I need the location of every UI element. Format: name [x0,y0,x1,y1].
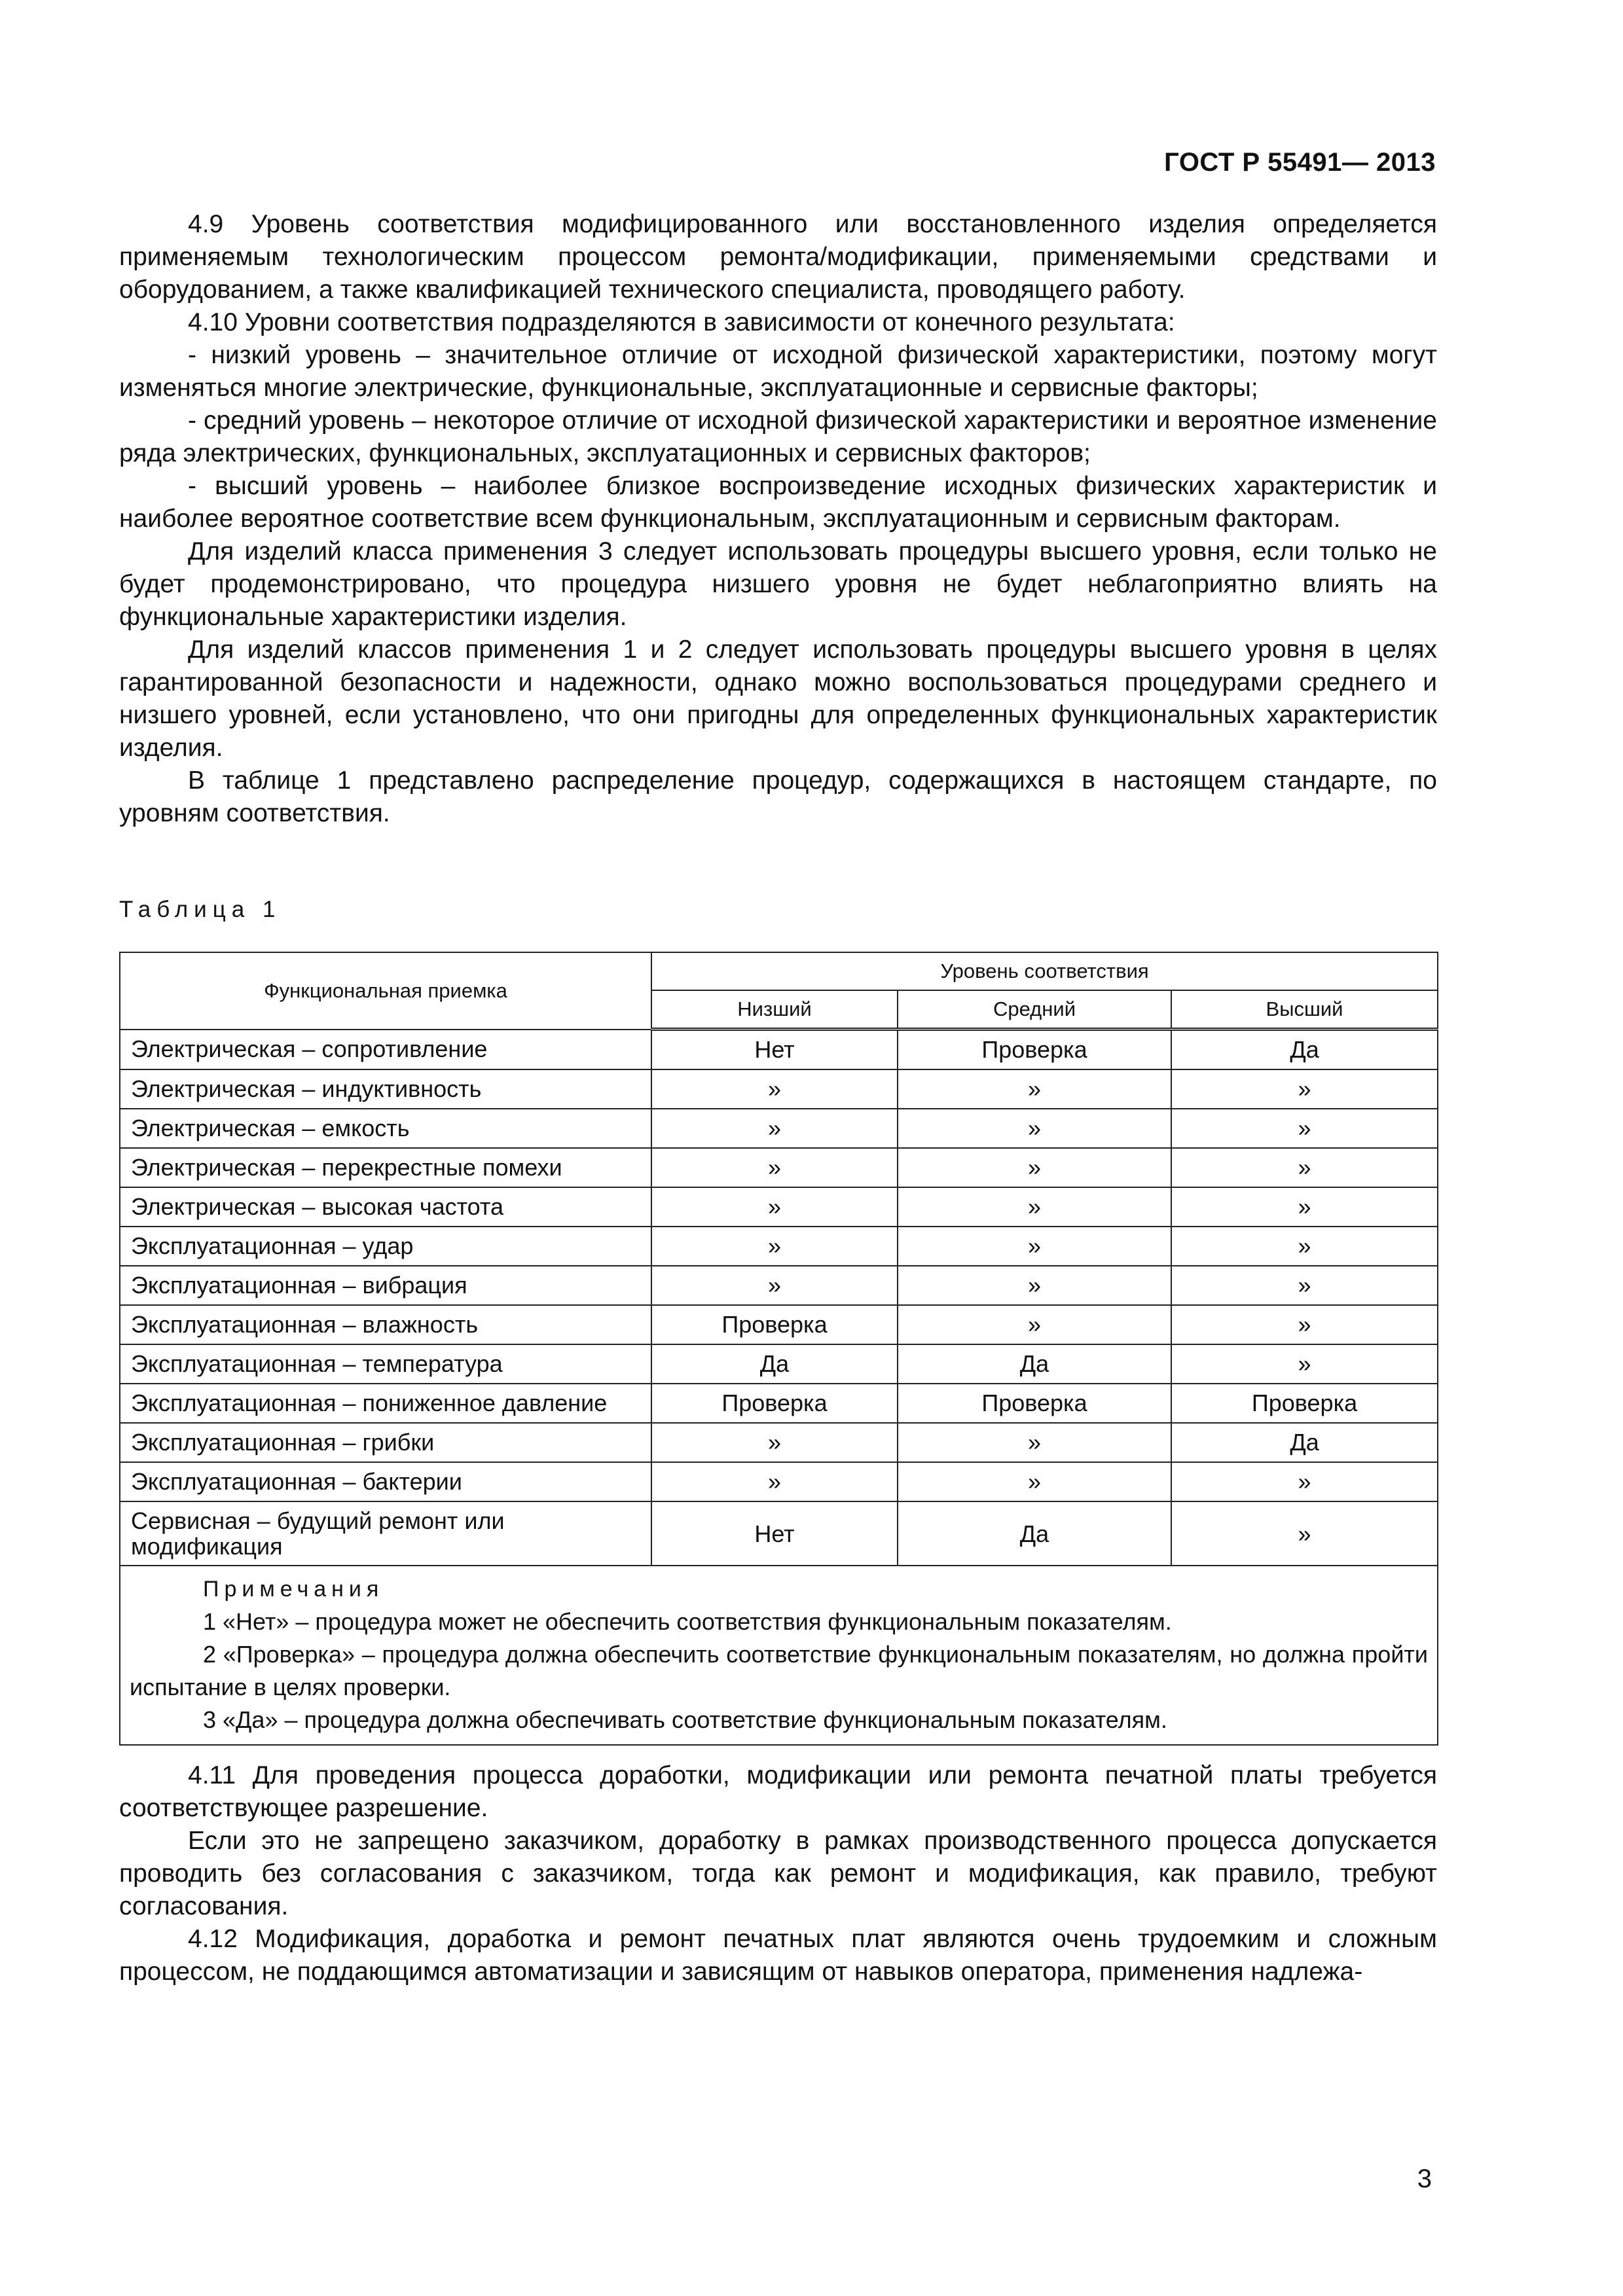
cell-medium: » [898,1187,1171,1227]
table-row [120,1462,1438,1501]
paragraph-table-intro: В таблице 1 представлено распределение процедур, содержащихся в настоящем стандарте, по уровням соответствия. [119,766,1437,827]
body-text-top [119,208,1437,830]
paragraph-4-12: 4.12 Модификация, доработка и ремонт печатных плат являются очень трудоемким и сложным процессом, не поддающимся автоматизации и зависящим от навыков оператора, применения надлежа- [119,1925,1437,1986]
table-row [120,1344,1438,1384]
header-level-medium: Средний [898,990,1171,1030]
cell-medium: » [898,1148,1171,1187]
cell-high: Проверка [1171,1384,1438,1423]
note-1: 1 «Нет» – процедура может не обеспечить соответствия функциональным показателям. [203,1608,1172,1635]
header-compliance-level: Уровень соответствия [651,952,1438,990]
cell-medium: » [898,1227,1171,1266]
row-name: Электрическая – индуктивность [120,1069,651,1109]
row-name: Эксплуатационная – удар [120,1227,651,1266]
document-code-header: ГОСТ Р 55491— 2013 [1164,148,1436,177]
table-row [120,1187,1438,1227]
cell-low: » [651,1109,898,1148]
compliance-level-table [119,952,1438,1746]
paragraph-high-level: - высший уровень – наиболее близкое воспроизведение исходных физических характеристик и наиболее вероятное соответствие всем функциональным, эксплуатационным и сервисным факторам. [119,472,1437,533]
table-row [120,1423,1438,1462]
table-header-row [120,952,1438,990]
cell-medium: » [898,1305,1171,1344]
row-name: Эксплуатационная – температура [120,1344,651,1384]
header-level-high: Высший [1171,990,1438,1030]
paragraph-customer-approval: Если это не запрещено заказчиком, доработку в рамках производственного процесса допускается проводить без согласования с заказчиком, тогда как ремонт и модификация, как правило, требуют согласования. [119,1827,1437,1920]
row-name: Электрическая – сопротивление [120,1030,651,1070]
cell-medium: Да [898,1344,1171,1384]
note-3: 3 «Да» – процедура должна обеспечивать соответствие функциональным показателям. [203,1706,1167,1733]
row-name: Сервисная – будущий ремонт или модификация [120,1501,651,1566]
cell-low: » [651,1462,898,1501]
paragraph-low-level: - низкий уровень – значительное отличие от исходной физической характеристики, поэтому могут изменяться многие электрические, функциональные, эксплуатационные и сервисные факторы; [119,341,1437,402]
cell-high: » [1171,1148,1438,1187]
table-row [120,1305,1438,1344]
table-row [120,1227,1438,1266]
header-functional-acceptance: Функциональная приемка [120,952,651,1030]
cell-medium: Проверка [898,1030,1171,1070]
cell-low: » [651,1266,898,1305]
cell-medium: » [898,1069,1171,1109]
paragraph-class-1-2: Для изделий классов применения 1 и 2 следует использовать процедуры высшего уровня в целях гарантированной безопасности и надежности, однако можно воспользоваться процедурами среднего и низшего уровней, если установлено, что они пригодны для определенных функциональных характеристик изделия. [119,636,1437,762]
cell-medium: » [898,1266,1171,1305]
cell-low: » [651,1187,898,1227]
cell-high: Да [1171,1030,1438,1070]
notes-title: Примечания [203,1577,384,1602]
row-name: Эксплуатационная – грибки [120,1423,651,1462]
table-row [120,1109,1438,1148]
table-row [120,1266,1438,1305]
table-row [120,1030,1438,1070]
cell-low: Да [651,1344,898,1384]
cell-high: » [1171,1069,1438,1109]
cell-low: Проверка [651,1384,898,1423]
paragraph-4-10: 4.10 Уровни соответствия подразделяются в зависимости от конечного результата: [188,308,1175,336]
table-row [120,1148,1438,1187]
cell-low: » [651,1148,898,1187]
table-notes-row [120,1566,1438,1745]
row-name: Эксплуатационная – пониженное давление [120,1384,651,1423]
note-2: 2 «Проверка» – процедура должна обеспечить соответствие функциональным показателям, но должна пройти испытание в целях проверки. [130,1641,1429,1700]
table-row [120,1069,1438,1109]
paragraph-4-11: 4.11 Для проведения процесса доработки, модификации или ремонта печатной платы требуется соответствующее разрешение. [119,1761,1437,1822]
cell-high: » [1171,1462,1438,1501]
cell-medium: » [898,1423,1171,1462]
cell-low: Нет [651,1030,898,1070]
row-name: Электрическая – емкость [120,1109,651,1148]
table-caption: Таблица 1 [119,897,282,922]
cell-high: » [1171,1187,1438,1227]
cell-low: » [651,1423,898,1462]
paragraph-4-9: 4.9 Уровень соответствия модифицированного или восстановленного изделия определяется применяемым технологическим процессом ремонта/модификации, применяемыми средствами и оборудованием, а также квалификацией технического специалиста, проводящего работу. [119,210,1437,304]
cell-high: » [1171,1109,1438,1148]
row-name: Эксплуатационная – бактерии [120,1462,651,1501]
row-name: Электрическая – высокая частота [120,1187,651,1227]
cell-medium: Проверка [898,1384,1171,1423]
cell-high: » [1171,1266,1438,1305]
cell-high: Да [1171,1423,1438,1462]
paragraph-medium-level: - средний уровень – некоторое отличие от исходной физической характеристики и вероятное изменение ряда электрических, функциональных, эксплуатационных и сервисных факторов; [119,406,1437,467]
cell-high: » [1171,1344,1438,1384]
cell-low: Проверка [651,1305,898,1344]
paragraph-class-3: Для изделий класса применения 3 следует использовать процедуры высшего уровня, если только не будет продемонстрировано, что процедура низшего уровня не будет неблагоприятно влиять на функциональные характеристики изделия. [119,537,1437,631]
row-name: Эксплуатационная – вибрация [120,1266,651,1305]
table-row [120,1501,1438,1566]
row-name: Эксплуатационная – влажность [120,1305,651,1344]
header-level-low: Низший [651,990,898,1030]
table-row [120,1384,1438,1423]
table-notes [120,1566,1438,1745]
cell-low: » [651,1069,898,1109]
page-number: 3 [1417,2164,1432,2193]
cell-high: » [1171,1227,1438,1266]
cell-high: » [1171,1501,1438,1566]
cell-medium: Да [898,1501,1171,1566]
cell-low: Нет [651,1501,898,1566]
body-text-bottom [119,1759,1437,1988]
cell-high: » [1171,1305,1438,1344]
cell-low: » [651,1227,898,1266]
cell-medium: » [898,1109,1171,1148]
cell-medium: » [898,1462,1171,1501]
row-name: Электрическая – перекрестные помехи [120,1148,651,1187]
